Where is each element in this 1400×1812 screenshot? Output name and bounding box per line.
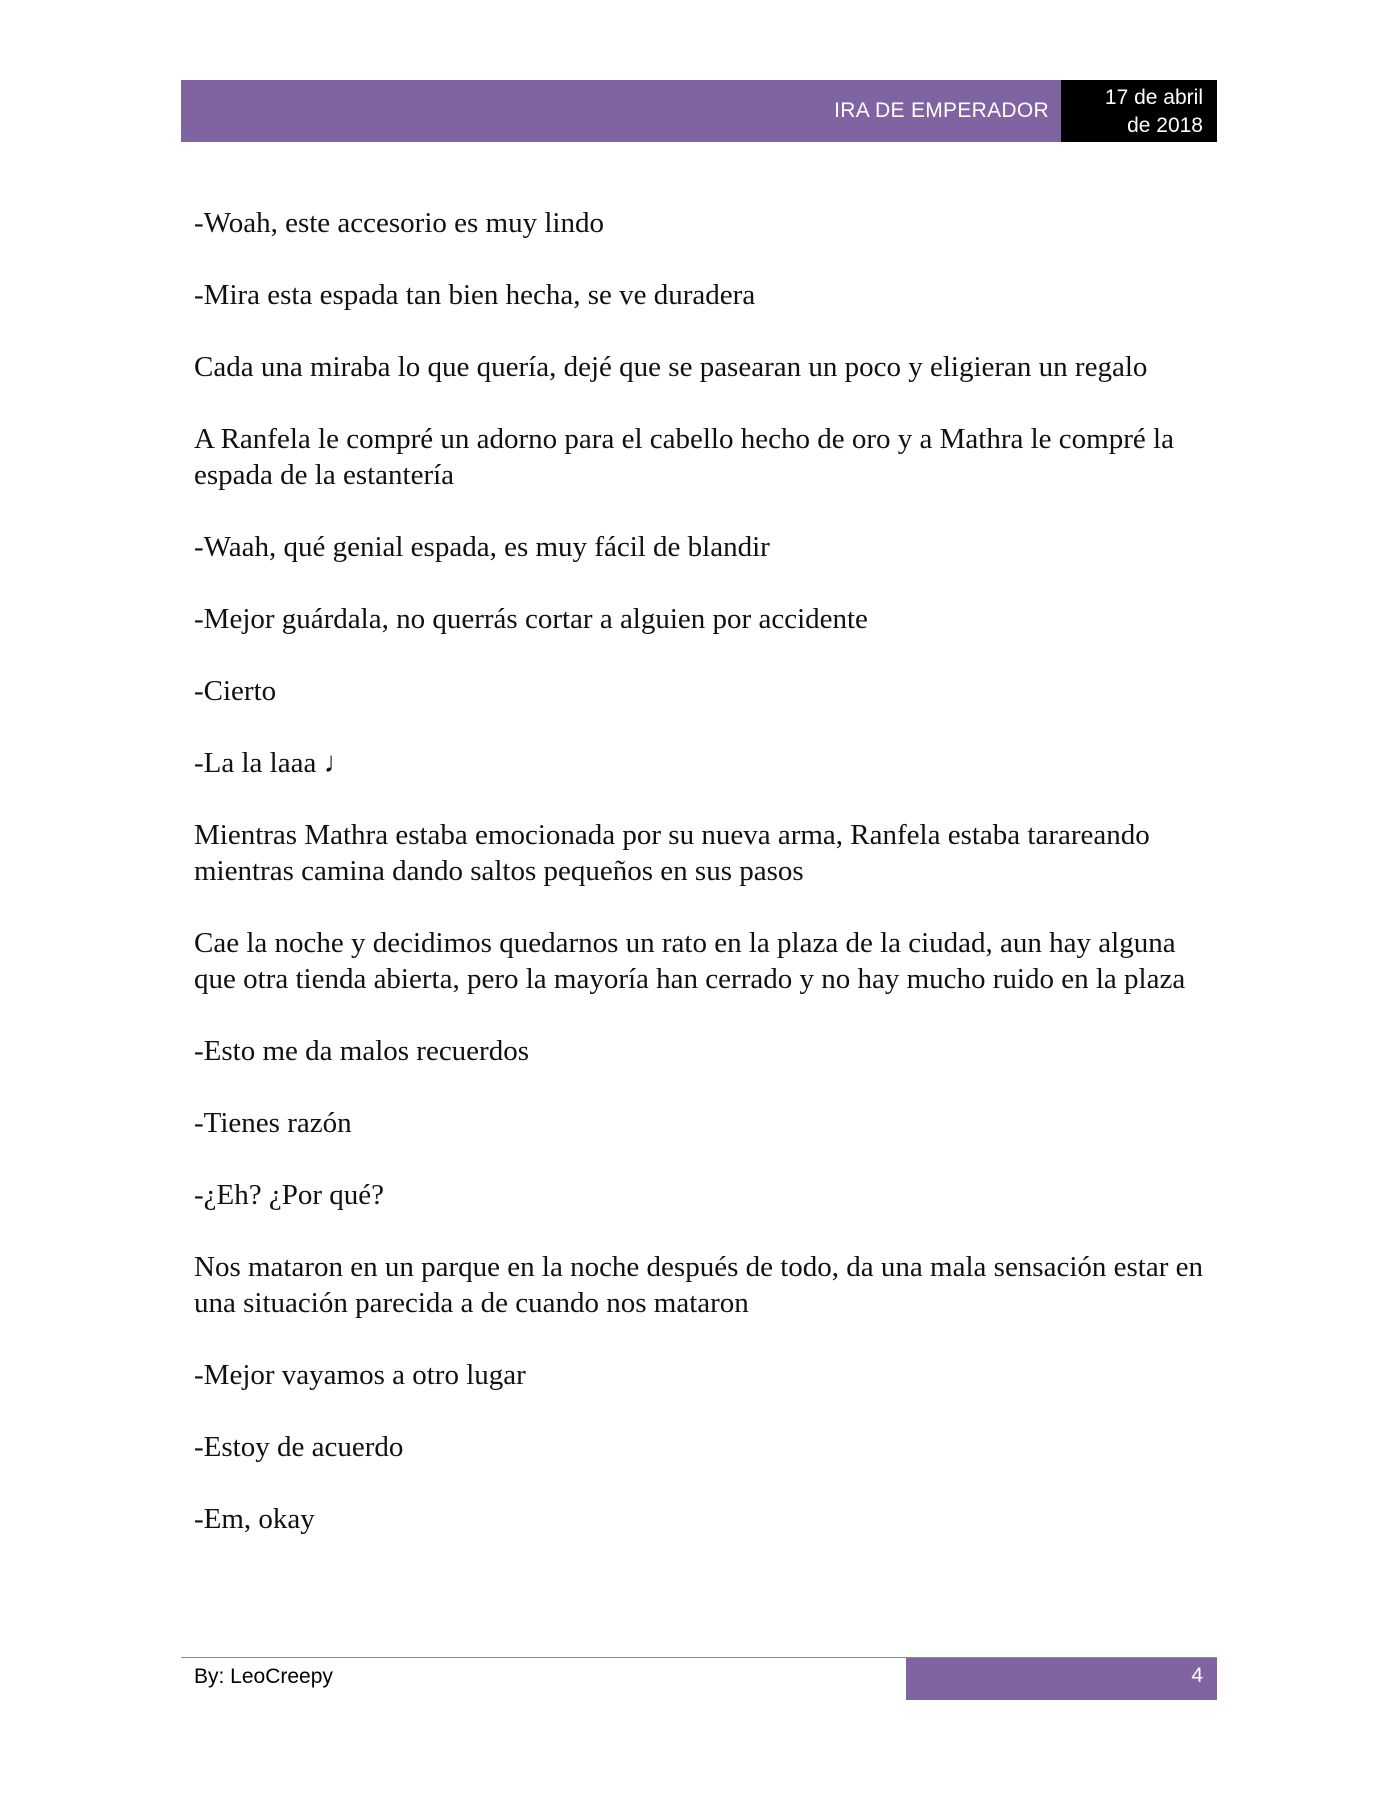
header-date: [1061, 80, 1217, 142]
paragraph: Cae la noche y decidimos quedarnos un rato en la plaza de la ciudad, aun hay alguna que otra tienda abierta, pero la mayoría han cerrado y no hay mucho ruido en la plaza: [194, 927, 1186, 995]
paragraph: A Ranfela le compré un adorno para el cabello hecho de oro y a Mathra le compré la espada de la estantería: [194, 423, 1174, 491]
footer-bar: [906, 1658, 1217, 1700]
date-line-2: de 2018: [1127, 114, 1203, 137]
page-body: [194, 205, 1214, 1573]
paragraph: -Mejor guárdala, no querrás cortar a alguien por accidente: [194, 603, 868, 635]
paragraph: -¿Eh? ¿Por qué?: [194, 1179, 385, 1211]
paragraph: -Mira esta espada tan bien hecha, se ve duradera: [194, 279, 756, 311]
document-title: IRA DE EMPERADOR: [834, 99, 1049, 122]
header-bar: [181, 80, 1061, 142]
paragraph: -La la laaa ♩: [194, 747, 353, 779]
paragraph: Nos mataron en un parque en la noche después de todo, da una mala sensación estar en una situación parecida a de cuando nos mataron: [194, 1251, 1204, 1319]
paragraph: -Woah, este accesorio es muy lindo: [194, 207, 604, 239]
paragraph: -Estoy de acuerdo: [194, 1431, 404, 1463]
paragraph: -Tienes razón: [194, 1107, 352, 1139]
paragraph: -Em, okay: [194, 1503, 315, 1535]
page-number: 4: [1191, 1664, 1203, 1687]
date-line-1: 17 de abril: [1104, 86, 1203, 109]
footer-author: By: LeoCreepy: [194, 1665, 333, 1688]
paragraph: -Mejor vayamos a otro lugar: [194, 1359, 526, 1391]
paragraph: -Cierto: [194, 675, 277, 707]
paragraph: Cada una miraba lo que quería, dejé que se pasearan un poco y eligieran un regalo: [194, 351, 1148, 383]
paragraph: -Esto me da malos recuerdos: [194, 1035, 530, 1067]
paragraph: Mientras Mathra estaba emocionada por su nueva arma, Ranfela estaba tarareando mientras camina dando saltos pequeños en sus pasos: [194, 819, 1150, 887]
paragraph: -Waah, qué genial espada, es muy fácil de blandir: [194, 531, 770, 563]
